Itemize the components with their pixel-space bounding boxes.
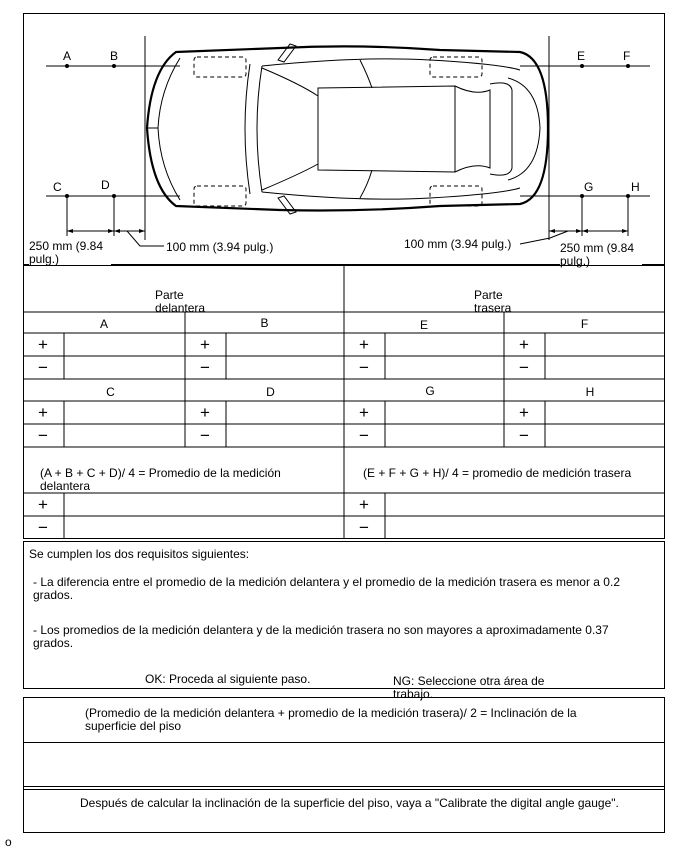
minus-sign-c: − xyxy=(38,426,48,445)
col-label-d: D xyxy=(266,385,275,399)
minus-sign-h: − xyxy=(519,426,529,445)
dim-right-100-label: 100 mm (3.94 pulg.) xyxy=(404,237,512,251)
rear-header: Parte trasera xyxy=(474,288,512,315)
point-label-g: G xyxy=(584,180,594,194)
plus-sign-g: + xyxy=(359,403,369,422)
col-label-h: H xyxy=(585,385,595,399)
requirement-item-1: - La diferencia entre el promedio de la medición delantera y el promedio de la medición trasera es menor a 0.2 grados. xyxy=(33,575,620,602)
plus-sign-f: + xyxy=(519,335,529,354)
col-label-b: B xyxy=(260,316,269,330)
point-label-e: E xyxy=(577,49,586,63)
point-label-h: H xyxy=(631,180,640,194)
col-label-g: G xyxy=(425,384,435,398)
minus-sign-b: − xyxy=(200,358,210,377)
plus-sign-d: + xyxy=(200,403,210,422)
point-label-c: C xyxy=(53,180,62,194)
point-label-d: D xyxy=(101,178,110,192)
minus-sign-d: − xyxy=(200,426,210,445)
minus-sign-front-average: − xyxy=(38,518,48,537)
rear-average-formula: (E + F + G + H)/ 4 = promedio de medición trasera xyxy=(363,466,632,480)
front-average-formula: (A + B + C + D)/ 4 = Promedio de la medición delantera xyxy=(40,466,281,493)
front-header: Parte delantera xyxy=(155,288,206,315)
page-mark: o xyxy=(5,835,12,849)
minus-sign-g: − xyxy=(359,426,369,445)
ok-result: OK: Proceda al siguiente paso. xyxy=(145,672,311,686)
plus-sign-a: + xyxy=(38,335,48,354)
dim-left-250-label: 250 mm (9.84 pulg.) xyxy=(29,240,111,266)
minus-sign-rear-average: − xyxy=(359,518,369,537)
col-label-a: A xyxy=(99,317,108,331)
requirements-intro: Se cumplen los dos requisitos siguientes: xyxy=(29,547,250,561)
plus-sign-h: + xyxy=(519,403,529,422)
plus-sign-b: + xyxy=(200,335,210,354)
requirements-box xyxy=(23,541,665,689)
plus-sign-c: + xyxy=(38,403,48,422)
plus-sign-rear-average: + xyxy=(359,495,369,514)
ng-result: NG: Seleccione otra área de trabajo. xyxy=(393,674,545,701)
dim-right-250-label: 250 mm (9.84 pulg.) xyxy=(560,242,642,268)
point-label-b: B xyxy=(110,49,119,63)
minus-sign-e: − xyxy=(359,358,369,377)
dim-left-100-label: 100 mm (3.94 pulg.) xyxy=(166,240,274,254)
point-label-a: A xyxy=(63,49,72,63)
requirement-item-2: - Los promedios de la medición delantera y de la medición trasera no son mayores a aproximadamente 0.37 grados. xyxy=(33,623,609,650)
point-label-f: F xyxy=(623,49,631,63)
final-note: Después de calcular la inclinación de la superficie del piso, vaya a "Calibrate the digital angle gauge". xyxy=(80,796,619,810)
col-label-f: F xyxy=(580,317,589,331)
minus-sign-a: − xyxy=(38,358,48,377)
minus-sign-f: − xyxy=(519,358,529,377)
col-label-c: C xyxy=(106,385,115,399)
plus-sign-e: + xyxy=(359,335,369,354)
inclination-formula: (Promedio de la medición delantera + promedio de la medición trasera)/ 2 = Inclinación de la superficie del piso xyxy=(85,706,577,733)
col-label-e: E xyxy=(419,318,428,332)
plus-sign-front-average: + xyxy=(38,495,48,514)
